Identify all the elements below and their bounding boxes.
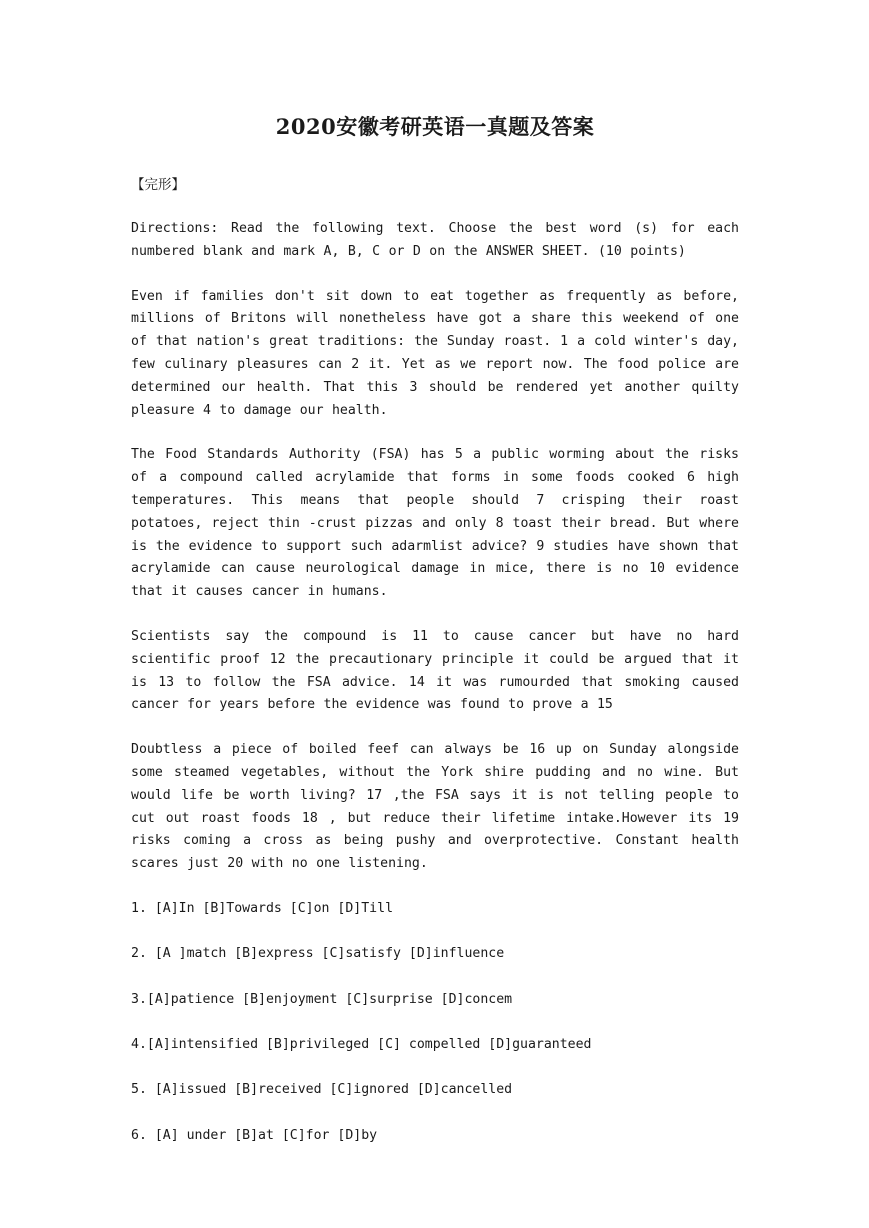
question-option-6: 6. [A] under [B]at [C]for [D]by	[131, 1127, 378, 1143]
question-option-5: 5. [A]issued [B]received [C]ignored [D]cancelled	[131, 1082, 513, 1098]
passage-paragraph-4: Doubtless a piece of boiled feef can always be 16 up on Sunday alongside some steamed vegetables, without the York shire pudding and no wine. But would life be worth living? 17 ,the FSA says it is not telling people to cut out roast foods 18 , but reduce their lifetime intake.However its 19 risks coming a cross as being pushy and overprotective. Constant health scares just 20 with no one listening.	[131, 742, 739, 872]
question-option-2: 2. [A ]match [B]express [C]satisfy [D]influence	[131, 946, 505, 962]
question-options-list	[131, 898, 739, 1148]
passage-paragraph-3: Scientists say the compound is 11 to cause cancer but have no hard scientific proof 12 the precautionary principle it could be argued that it is 13 to follow the FSA advice. 14 it was rumourded that smoking caused cancer for years before the evidence was found to prove a 15	[131, 628, 739, 713]
question-option-3: 3.[A]patience [B]enjoyment [C]surprise [D]concem	[131, 991, 513, 1007]
document-page	[131, 112, 739, 1170]
question-option-1: 1. [A]In [B]Towards [C]on [D]Till	[131, 900, 394, 916]
document-title: 2020安徽考研英语一真题及答案	[275, 114, 595, 139]
question-option-4: 4.[A]intensified [B]privileged [C] compelled [D]guaranteed	[131, 1037, 592, 1053]
section-label: 【完形】	[131, 177, 185, 193]
passage-paragraph-1: Even if families don't sit down to eat together as frequently as before, millions of Britons will nonetheless have got a share this weekend of one of that nation's great traditions: the Sunday roast. 1 a cold winter's day, few culinary pleasures can 2 it. Yet as we report now. The food police are determined our health. That this 3 should be rendered yet another quilty pleasure 4 to damage our health.	[131, 288, 739, 418]
passage-paragraph-2: The Food Standards Authority (FSA) has 5 a public worming about the risks of a compound called acrylamide that forms in some foods cooked 6 high temperatures. This means that people should 7 crisping their roast potatoes, reject thin -crust pizzas and only 8 toast their bread. But where is the evidence to support such adarmlist advice? 9 studies have shown that acrylamide can cause neurological damage in mice, there is no 10 evidence that it causes cancer in humans.	[131, 447, 739, 600]
directions-paragraph: Directions: Read the following text. Choose the best word (s) for each numbered blank and mark A, B, C or D on the ANSWER SHEET. (10 points)	[131, 221, 739, 259]
